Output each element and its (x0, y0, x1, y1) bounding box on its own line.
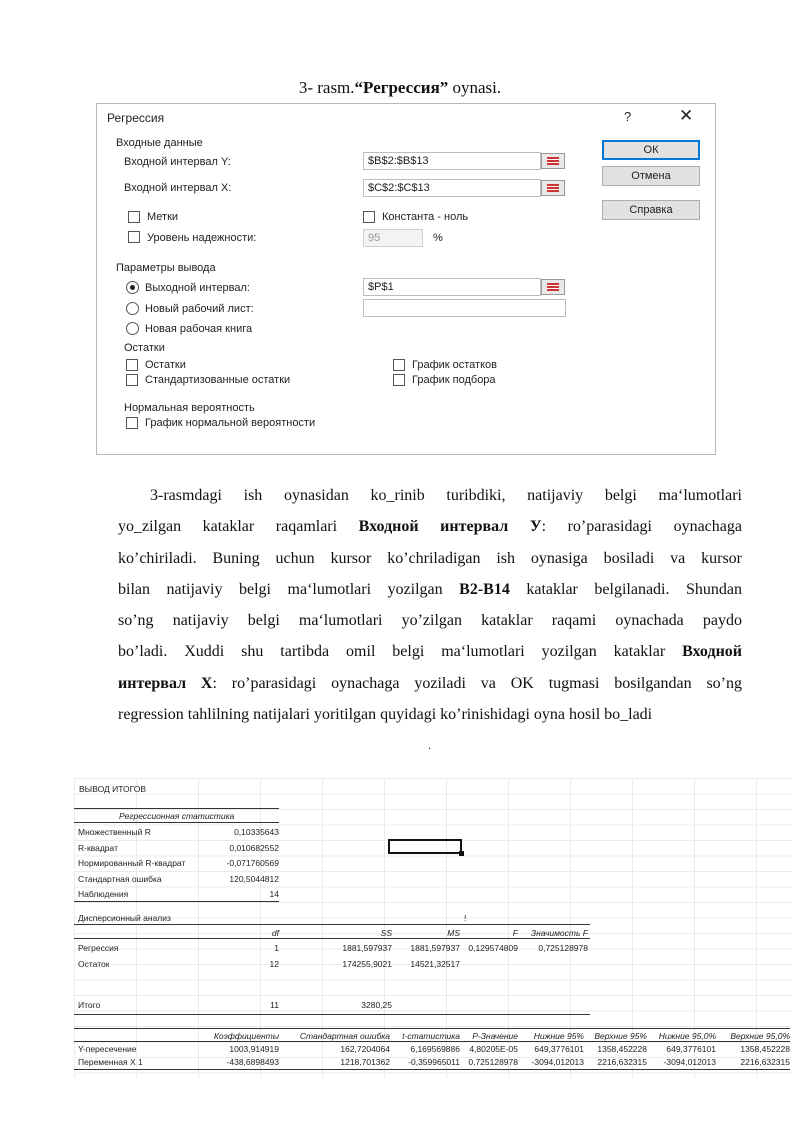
std-residuals-label: Стандартизованные остатки (145, 374, 291, 386)
regstat-header: Регрессионная статистика (119, 811, 235, 821)
anova-value: 3280,25 (361, 1000, 392, 1010)
anova-row-label: Остаток (78, 959, 110, 969)
coef-value: 649,3776101 (534, 1044, 584, 1054)
regression-dialog (96, 103, 716, 455)
regression-output-sheet (74, 778, 792, 1078)
stray-mark: ! (464, 913, 467, 923)
anova-value: 0,725128978 (538, 943, 588, 953)
input-y-range-button[interactable] (541, 153, 565, 169)
new-book-radio[interactable] (126, 322, 139, 335)
labels-checkbox[interactable] (128, 211, 140, 223)
normal-plot-checkbox[interactable] (126, 417, 138, 429)
regstat-label: Нормированный R-квадрат (78, 858, 186, 868)
anova-value: 11 (270, 1000, 279, 1010)
anova-value: 174255,9021 (342, 959, 392, 969)
coef-value: 162,7204064 (340, 1044, 390, 1054)
output-range-label: Выходной интервал: (145, 282, 250, 294)
close-icon[interactable]: ✕ (679, 106, 694, 125)
new-sheet-radio[interactable] (126, 302, 139, 315)
coef-row-label: Переменная X 1 (78, 1057, 143, 1067)
coef-row-label: Y-пересечение (78, 1044, 137, 1054)
regstat-label: Наблюдения (78, 889, 129, 899)
fit-plot-label: График подбора (412, 374, 496, 386)
coef-value: 649,3776101 (666, 1044, 716, 1054)
anova-value: 0,129574809 (468, 943, 518, 953)
coef-header: P-Значение (472, 1031, 518, 1041)
range-select-icon (547, 184, 559, 192)
paragraph-end-dot: . (428, 738, 431, 752)
help-button[interactable]: Справка (602, 200, 700, 220)
paragraph-line: so’ng natijaviy belgi ma‘lumotlari yo’zilgan kataklar raqami oynachada paydo (118, 612, 742, 630)
coef-header: Верхние 95,0% (730, 1031, 790, 1041)
regstat-value: 14 (269, 889, 279, 899)
percent-sign: % (433, 232, 443, 244)
cancel-button[interactable]: Отмена (602, 166, 700, 186)
coef-header: t-статистика (402, 1031, 460, 1041)
paragraph-line: ko’chiriladi. Buning uchun kursor ko’chriladigan ish oynasiga bosiladi va kursor (118, 549, 742, 567)
confidence-label: Уровень надежности: (147, 232, 257, 244)
input-x-field[interactable]: $C$2:$C$13 (363, 179, 541, 197)
range-select-icon (547, 283, 559, 291)
anova-row-label: Итого (78, 1000, 101, 1010)
regstat-label: R-квадрат (78, 842, 118, 853)
coef-header: Верхние 95% (594, 1031, 647, 1041)
residuals-label: Остатки (145, 359, 186, 371)
coef-value: 1358,452228 (740, 1044, 790, 1054)
regstat-label: Множественный R (78, 827, 151, 837)
input-y-label: Входной интервал Y: (124, 156, 231, 168)
anova-header: Значимость F (530, 928, 588, 938)
figure-caption: 3- rasm.“Регрессия” oynasi. (298, 78, 502, 97)
input-y-field[interactable]: $B$2:$B$13 (363, 152, 541, 170)
confidence-checkbox[interactable] (128, 231, 140, 243)
coef-value: 0,725128978 (468, 1057, 518, 1067)
coef-value: -0,359965011 (408, 1057, 460, 1067)
confidence-field[interactable]: 95 (363, 229, 423, 247)
anova-row-label: Регрессия (78, 943, 119, 953)
coef-header: Стандартная ошибка (299, 1031, 390, 1041)
constant-zero-checkbox[interactable] (363, 211, 375, 223)
input-section-heading: Входные данные (116, 137, 203, 149)
anova-value: 12 (269, 959, 279, 969)
regstat-label: Стандартная ошибка (78, 873, 162, 884)
anova-header: MS (447, 928, 460, 938)
help-icon[interactable]: ? (624, 109, 632, 124)
coef-value: 1003,914919 (229, 1044, 279, 1054)
paragraph-line: bilan natijaviy belgi ma‘lumotlari yozilgan B2-B14 kataklar belgilanadi. Shundan (118, 580, 742, 598)
new-book-label: Новая рабочая книга (145, 323, 253, 335)
coef-value: 4,80205E-05 (469, 1044, 518, 1054)
coef-value: 2216,632315 (740, 1057, 790, 1067)
coef-value: 1218,701362 (340, 1057, 390, 1067)
range-select-icon (547, 157, 559, 165)
selected-cell[interactable] (388, 839, 462, 854)
fit-plot-checkbox[interactable] (393, 374, 405, 386)
input-x-label: Входной интервал X: (124, 182, 232, 194)
body-paragraph (118, 480, 742, 730)
labels-checkbox-label: Метки (147, 211, 179, 223)
anova-header: SS (380, 928, 392, 938)
dialog-title: Регрессия (107, 111, 165, 125)
std-residuals-checkbox[interactable] (126, 374, 138, 386)
residual-plot-checkbox[interactable] (393, 359, 405, 371)
new-sheet-label: Новый рабочий лист: (145, 303, 254, 315)
ok-button[interactable]: ОК (602, 140, 700, 160)
regstat-value: 0,10335643 (234, 827, 279, 837)
regstat-value: -0,071760569 (226, 858, 279, 868)
paragraph-line: bo’ladi. Xuddi shu tartibda omil belgi ma‘lumotlari yozilgan kataklar Входной (118, 643, 742, 661)
residual-plot-label: График остатков (412, 359, 497, 371)
output-range-field[interactable]: $P$1 (363, 278, 541, 296)
coef-value: -3094,012013 (663, 1057, 716, 1067)
coef-header: Нижние 95% (533, 1031, 584, 1041)
anova-value: 1 (274, 943, 279, 953)
new-sheet-field[interactable] (363, 299, 566, 317)
coef-value: 1358,452228 (597, 1044, 647, 1054)
sheet-title: ВЫВОД ИТОГОВ (79, 784, 147, 794)
residuals-checkbox[interactable] (126, 359, 138, 371)
output-section-heading: Параметры вывода (116, 262, 216, 274)
anova-value: 14521,32517 (410, 959, 460, 969)
paragraph-line: regression tahlilning natijalari yoritilgan quyidagi ko’rinishidagi oyna hosil bo_ladi (118, 706, 653, 724)
paragraph-line: интервал X: ro’parasidagi oynachaga yoziladi va OK tugmasi bosilgandan so’ng (118, 674, 743, 692)
normal-plot-label: График нормальной вероятности (145, 417, 316, 429)
coef-value: -438,6898493 (226, 1057, 279, 1067)
anova-title: Дисперсионный анализ (78, 913, 171, 923)
anova-value: 1881,597937 (410, 943, 460, 953)
coef-value: -3094,012013 (531, 1057, 584, 1067)
regstat-value: 0,010682552 (229, 842, 279, 853)
regstat-value: 120,5044812 (229, 873, 279, 884)
paragraph-line: yo_zilgan kataklar raqamlari Входной интервал У: ro’parasidagi oynachaga (118, 518, 742, 536)
anova-value: 1881,597937 (342, 943, 392, 953)
anova-header: df (271, 928, 279, 938)
constant-zero-label: Константа - ноль (382, 211, 469, 223)
anova-header: F (512, 928, 518, 938)
coef-value: 2216,632315 (597, 1057, 647, 1067)
residuals-section-heading: Остатки (124, 342, 165, 354)
output-range-radio[interactable] (126, 281, 139, 294)
input-x-range-button[interactable] (541, 180, 565, 196)
coef-header: Нижние 95,0% (658, 1031, 716, 1041)
paragraph-line: 3-rasmdagi ish oynasidan ko_rinib turibdiki, natijaviy belgi ma‘lumotlari (150, 487, 742, 504)
coef-header: Коэффициенты (213, 1031, 279, 1041)
coef-value: 6,169569886 (410, 1044, 460, 1054)
output-range-button[interactable] (541, 279, 565, 295)
normal-section-heading: Нормальная вероятность (124, 402, 255, 414)
